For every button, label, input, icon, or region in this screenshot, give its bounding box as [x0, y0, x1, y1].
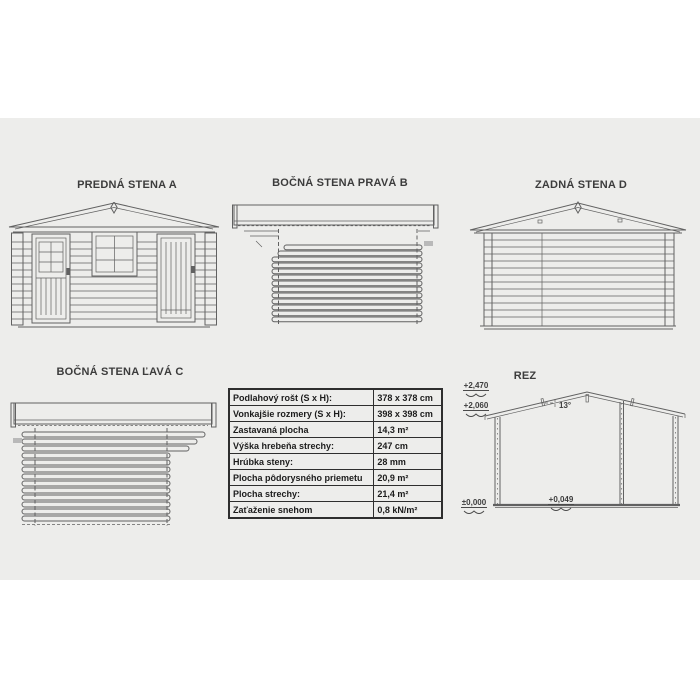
- side-right-wall-drawing: [232, 203, 445, 335]
- section-title: REZ: [513, 370, 537, 382]
- front-wall-svg: [8, 202, 220, 334]
- roof-angle-label: 13°: [559, 401, 572, 410]
- spec-label: Hrúbka steny:: [229, 454, 374, 470]
- spec-value: 20,9 m²: [374, 470, 442, 486]
- level-mark-icon: [465, 413, 487, 419]
- spec-table: [228, 388, 443, 519]
- front-wall-title: PREDNÁ STENA A: [77, 179, 177, 191]
- spec-value: 14,3 m²: [374, 422, 442, 438]
- section-drawing: [460, 372, 700, 520]
- spec-label: Plocha pôdorysného priemetu: [229, 470, 374, 486]
- rear-wall-title: ZADNÁ STENA D: [534, 179, 628, 191]
- side-left-wall-drawing: [5, 400, 218, 532]
- table-row: [229, 438, 442, 454]
- spec-label: Zastavaná plocha: [229, 422, 374, 438]
- table-row: [229, 502, 442, 519]
- rear-wall-svg: [468, 200, 695, 342]
- side-left-wall-svg: [5, 400, 218, 532]
- side-right-wall-svg: [232, 203, 445, 335]
- level-mark-icon: [463, 510, 485, 516]
- table-row: [229, 389, 442, 406]
- spec-label: Plocha strechy:: [229, 486, 374, 502]
- level-ground: ±0,000: [457, 492, 491, 516]
- side-right-wall-title: BOČNÁ STENA PRAVÁ B: [272, 177, 408, 189]
- table-row: [229, 470, 442, 486]
- level-floor: +0,049: [544, 489, 578, 513]
- table-row: [229, 454, 442, 470]
- spec-value: 21,4 m²: [374, 486, 442, 502]
- table-row: [229, 422, 442, 438]
- spec-value: 28 mm: [374, 454, 442, 470]
- level-mark-icon: [550, 507, 572, 513]
- spec-label: Zaťaženie snehom: [229, 502, 374, 519]
- table-row: [229, 486, 442, 502]
- level-ridge: +2,470: [459, 375, 493, 399]
- side-left-wall-title: BOČNÁ STENA ĽAVÁ C: [56, 366, 184, 378]
- level-eave: +2,060: [459, 395, 493, 419]
- spec-value: 0,8 kN/m²: [374, 502, 442, 519]
- spec-label: Vonkajšie rozmery (S x H):: [229, 406, 374, 422]
- spec-label: Podlahový rošt (S x H):: [229, 389, 374, 406]
- spec-label: Výška hrebeňa strechy:: [229, 438, 374, 454]
- spec-value: 398 x 398 cm: [374, 406, 442, 422]
- rear-wall-drawing: [468, 200, 695, 342]
- detail-marker: [13, 438, 22, 443]
- section-svg: [460, 372, 700, 520]
- spec-value: 247 cm: [374, 438, 442, 454]
- spec-value: 378 x 378 cm: [374, 389, 442, 406]
- detail-marker: [424, 241, 433, 246]
- front-wall-drawing: [8, 202, 220, 334]
- table-row: [229, 406, 442, 422]
